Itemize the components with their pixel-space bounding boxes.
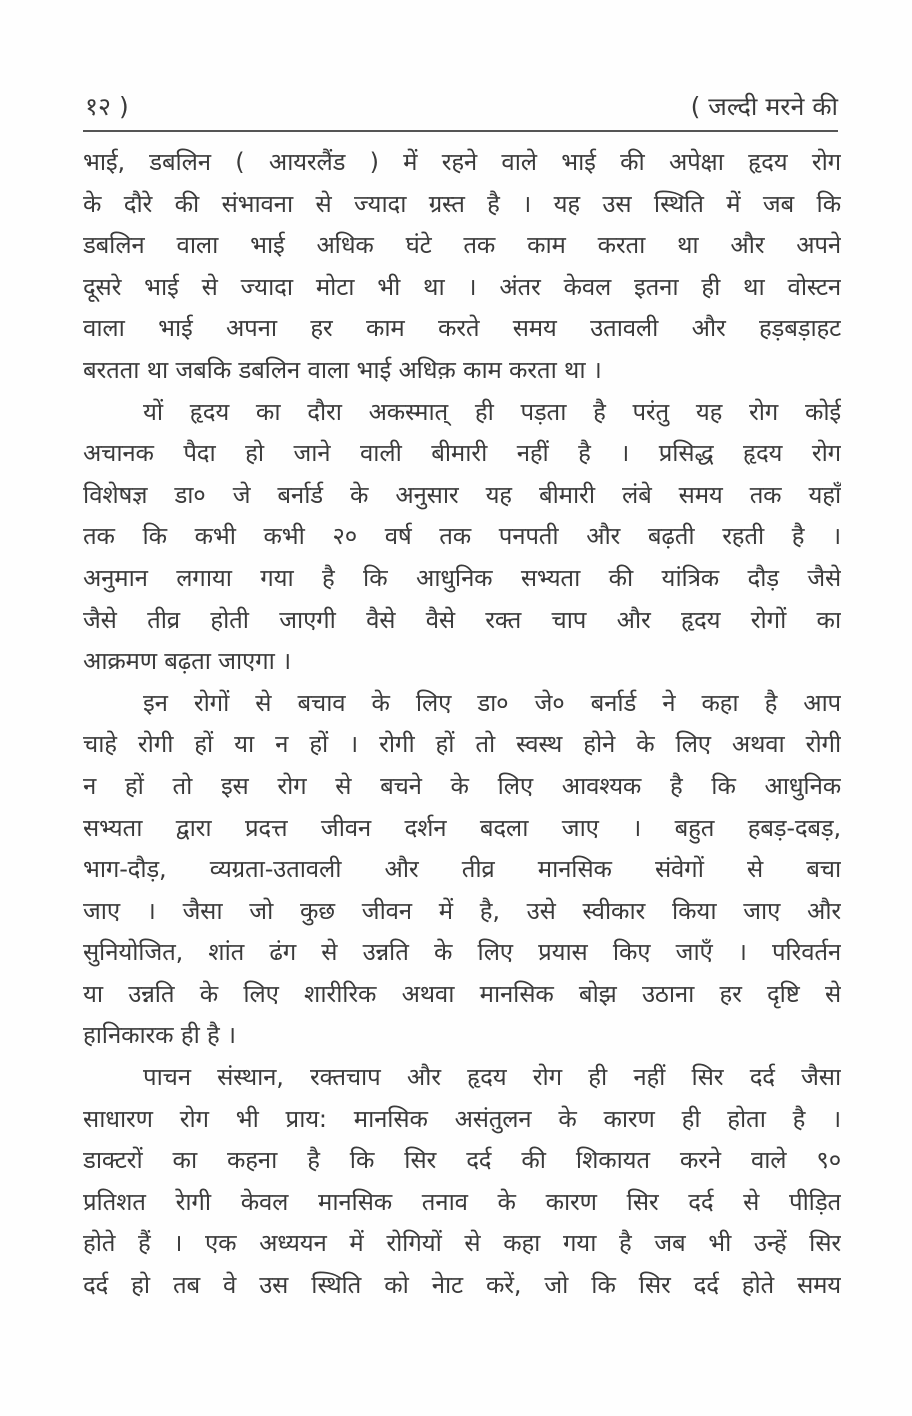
text-line: डबलिन वाला भाई अधिक घंटे तक काम करता था और अपने (83, 231, 841, 260)
page-header (83, 88, 838, 132)
running-title: ( जल्दी मरने की (690, 92, 838, 121)
text-line: भाई, डबलिन ( आयरलैंड ) में रहने वाले भाई की अपेक्षा हृदय रोग (83, 148, 841, 176)
page-body (83, 142, 841, 1307)
paragraph-start-line: इन रोगों से बचाव के लिए डा० जे० बर्नार्ड ने कहा है आप (143, 688, 841, 717)
page-number: १२ ) (85, 92, 129, 121)
text-line: भाग-दौड़, व्यग्रता-उतावली और तीव्र मानसिक संवेगों से बचा (83, 855, 841, 884)
text-line: न हों तो इस रोग से बचने के लिए आवश्यक है कि आधुनिक (83, 771, 841, 800)
text-line: डाक्टरों का कहना है कि सिर दर्द की शिकायत करने वाले ९० (83, 1146, 841, 1175)
text-line: साधारण रोग भी प्राय: मानसिक असंतुलन के कारण ही होता है । (83, 1104, 841, 1133)
text-line: विशेषज्ञ डा० जे बर्नार्ड के अनुसार यह बीमारी लंबे समय तक यहाँ (83, 480, 841, 509)
text-line: सुनियोजित, शांत ढंग से उन्नति के लिए प्रयास किए जाएँ । परिवर्तन (83, 938, 841, 967)
text-line: चाहे रोगी हों या न हों । रोगी हों तो स्वस्थ होने के लिए अथवा रोगी (83, 730, 841, 759)
text-line: सभ्यता द्वारा प्रदत्त जीवन दर्शन बदला जाए । बहुत हबड़-दबड़, (83, 813, 841, 842)
text-line: या उन्नति के लिए शारीरिक अथवा मानसिक बोझ उठाना हर दृष्टि से (83, 979, 841, 1008)
paragraph-start-line: यों हृदय का दौरा अकस्मात् ही पड़ता है परंतु यह रोग कोई (143, 397, 841, 426)
text-line: आक्रमण बढ़ता जाएगा । (83, 647, 291, 676)
text-line: के दौरे की संभावना से ज्यादा ग्रस्त है । यह उस स्थिति में जब कि (83, 189, 841, 218)
text-line: जैसे तीव्र होती जाएगी वैसे वैसे रक्त चाप और हृदय रोगों का (83, 605, 841, 634)
text-line: दूसरे भाई से ज्यादा मोटा भी था । अंतर केवल इतना ही था वोस्टन (83, 272, 841, 301)
text-line: तक कि कभी कभी २० वर्ष तक पनपती और बढ़ती रहती है । (83, 522, 841, 551)
text-line: अचानक पैदा हो जाने वाली बीमारी नहीं है । प्रसिद्ध हृदय रोग (83, 439, 841, 468)
text-line: अनुमान लगाया गया है कि आधुनिक सभ्यता की यांत्रिक दौड़ जैसे (83, 563, 841, 592)
text-line: हानिकारक ही है । (83, 1021, 236, 1050)
text-line: होते हैं । एक अध्ययन में रोगियों से कहा गया है जब भी उन्हें सिर (83, 1229, 841, 1258)
text-line: बरतता था जबकि डबलिन वाला भाई अधिक़ काम करता था । (83, 355, 602, 384)
text-line: वाला भाई अपना हर काम करते समय उतावली और हड़बड़ाहट (83, 314, 841, 343)
text-line: जाए । जैसा जो कुछ जीवन में है, उसे स्वीकार किया जाए और (83, 896, 841, 925)
paragraph-start-line: पाचन संस्थान, रक्तचाप और हृदय रोग ही नहीं सिर दर्द जैसा (143, 1063, 841, 1092)
text-line: दर्द हो तब वे उस स्थिति को नेाट करें, जो कि सिर दर्द होते समय (83, 1271, 841, 1300)
text-line: प्रतिशत रेागी केवल मानसिक तनाव के कारण सिर दर्द से पीड़ित (83, 1187, 841, 1216)
